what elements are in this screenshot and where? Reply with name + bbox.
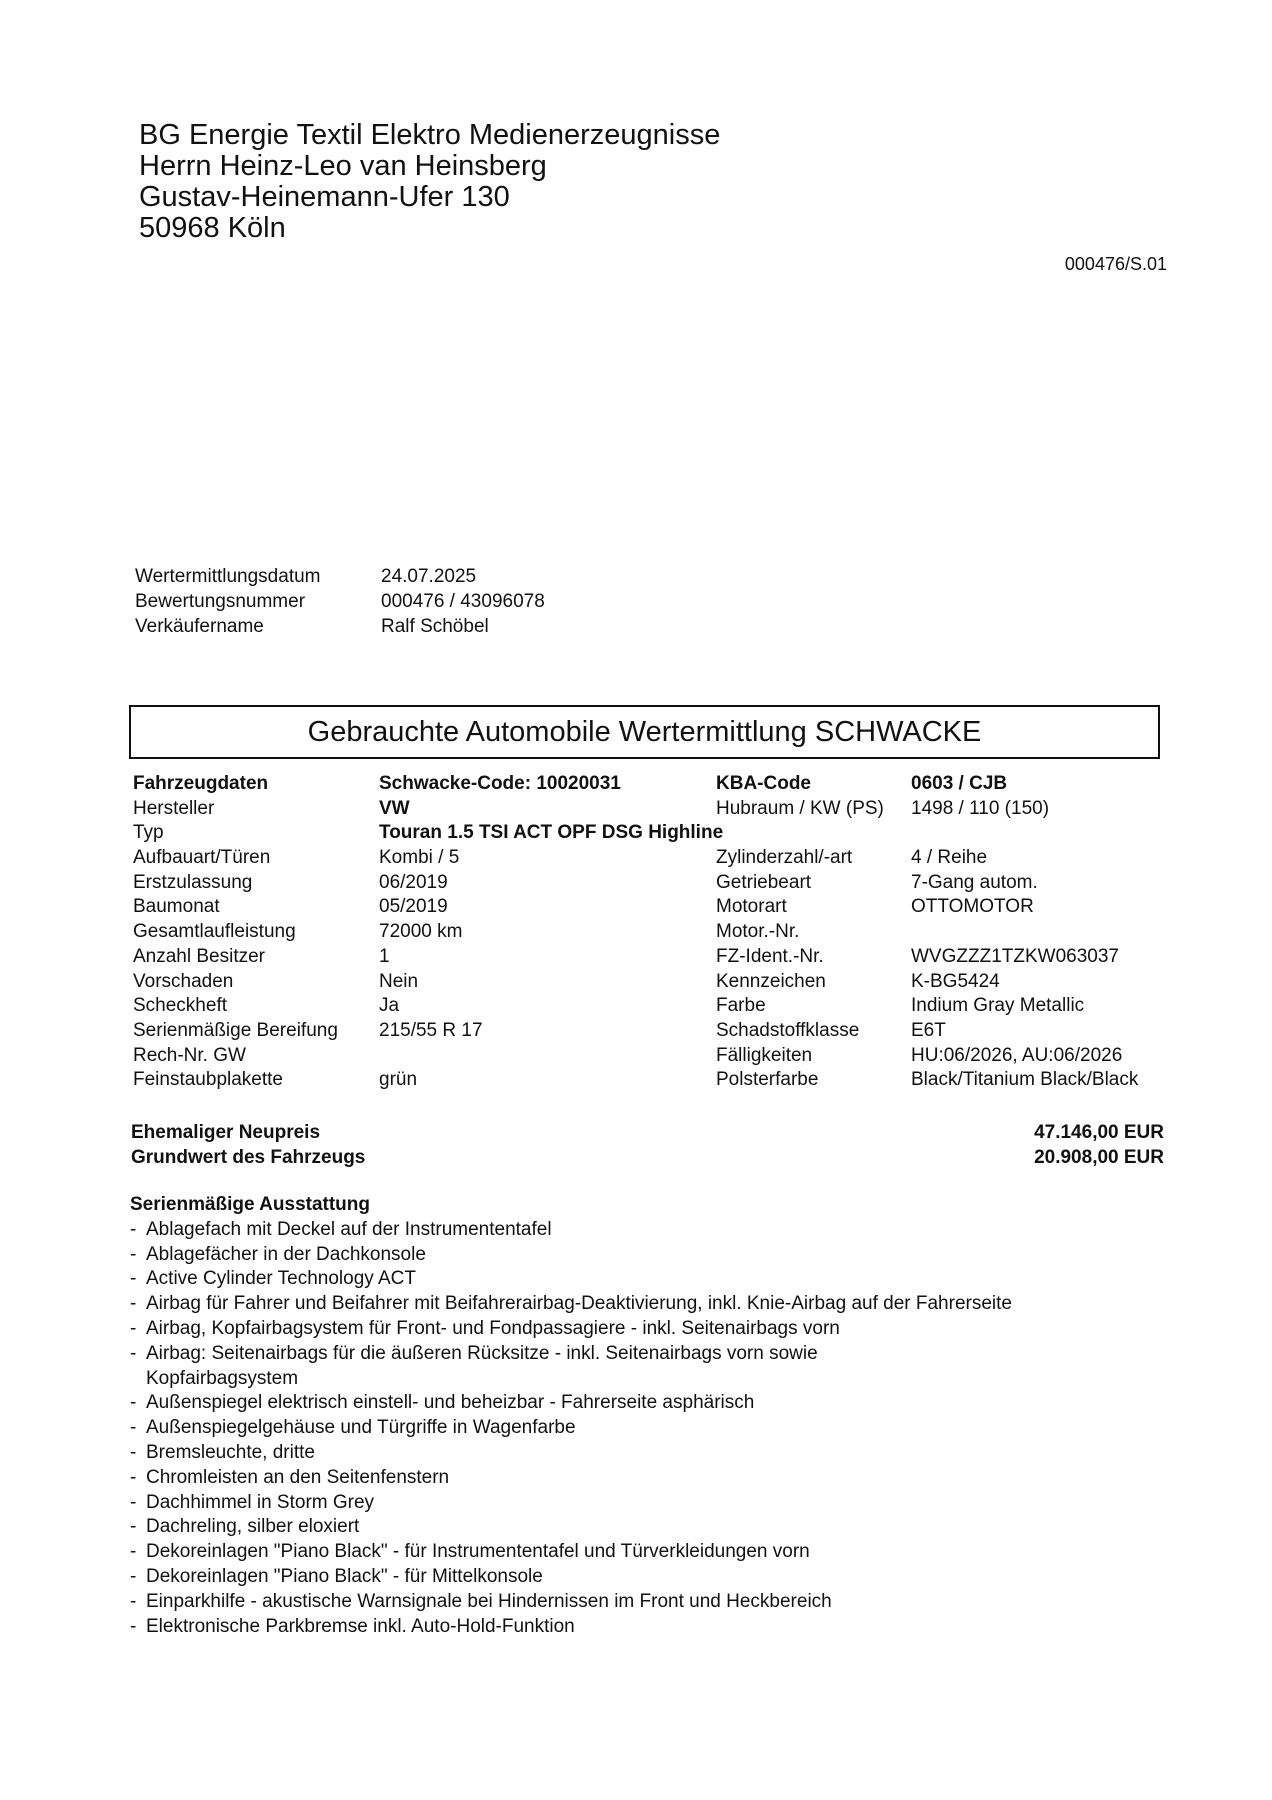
valuation-meta	[135, 564, 545, 639]
table-cell: Feinstaubplakette	[133, 1069, 283, 1091]
table-cell: Kombi / 5	[379, 847, 460, 869]
standard-equipment	[130, 1193, 1030, 1639]
list-item: - Dekoreinlagen "Piano Black" - für Instrumententafel und Türverkleidungen vorn	[130, 1541, 810, 1563]
table-cell	[911, 920, 1173, 945]
table-cell: OTTOMOTOR	[911, 896, 1034, 918]
table-cell: 4 / Reihe	[911, 847, 988, 869]
price-label: Ehemaliger Neupreis	[131, 1122, 321, 1143]
equipment-heading: Serienmäßige Ausstattung	[130, 1194, 371, 1215]
table-cell: Vorschaden	[133, 970, 234, 992]
meta-row	[135, 614, 545, 639]
table-cell: Motor.-Nr.	[716, 921, 800, 943]
table-cell: K-BG5424	[911, 970, 1000, 992]
table-cell: grün	[379, 1069, 418, 1091]
equipment-list	[130, 1218, 1030, 1640]
table-cell: 05/2019	[379, 896, 448, 918]
table-cell: Baumonat	[133, 896, 220, 918]
table-cell: Fälligkeiten	[716, 1044, 813, 1066]
recipient-street: Gustav-Heinemann-Ufer 130	[139, 181, 510, 213]
list-item: - Außenspiegel elektrisch einstell- und beheizbar - Fahrerseite asphärisch	[130, 1392, 755, 1414]
list-item: - Ablagefach mit Deckel auf der Instrumententafel	[130, 1218, 552, 1240]
list-item: - Dachhimmel in Storm Grey	[130, 1491, 375, 1513]
list-item: - Airbag: Seitenairbags für die äußeren Rücksitze - inkl. Seitenairbags vorn sowie Kopfairbagsystem	[130, 1342, 818, 1389]
table-row	[133, 871, 1173, 896]
table-cell: Kennzeichen	[716, 970, 826, 992]
table-row	[133, 797, 1173, 822]
table-cell: VW	[379, 797, 410, 819]
table-cell: Scheckheft	[133, 995, 227, 1017]
table-row	[133, 1068, 1173, 1093]
price-summary	[131, 1120, 1164, 1170]
price-value: 47.146,00 EUR	[1034, 1122, 1164, 1143]
table-cell: Farbe	[716, 995, 766, 1017]
table-cell	[379, 1044, 716, 1069]
meta-label: Wertermittlungsdatum	[135, 566, 321, 587]
table-cell: Nein	[379, 970, 419, 992]
table-cell: Schadstoffklasse	[716, 1019, 860, 1041]
table-cell: WVGZZZ1TZKW063037	[911, 945, 1119, 967]
table-cell: Polsterfarbe	[716, 1069, 819, 1091]
document-title: Gebrauchte Automobile Wertermittlung SCHWACKE	[129, 705, 1160, 759]
price-label: Grundwert des Fahrzeugs	[131, 1147, 366, 1168]
table-cell: 7-Gang autom.	[911, 871, 1038, 893]
price-value: 20.908,00 EUR	[1034, 1147, 1164, 1168]
recipient-company: BG Energie Textil Elektro Medienerzeugnisse	[139, 119, 721, 151]
list-item: - Außenspiegelgehäuse und Türgriffe in Wagenfarbe	[130, 1417, 576, 1439]
page-reference: 000476/S.01	[1064, 254, 1167, 274]
table-cell: Aufbauart/Türen	[133, 847, 271, 869]
table-row	[133, 920, 1173, 945]
table-cell: FZ-Ident.-Nr.	[716, 945, 824, 967]
table-row	[133, 945, 1173, 970]
list-item: - Bremsleuchte, dritte	[130, 1441, 315, 1463]
vehicle-data-table	[133, 772, 1173, 1093]
list-item: - Ablagefächer in der Dachkonsole	[130, 1243, 426, 1265]
list-item: - Active Cylinder Technology ACT	[130, 1268, 416, 1290]
table-row	[133, 970, 1173, 995]
vehicle-data-header	[133, 772, 1173, 797]
table-cell: Getriebeart	[716, 871, 812, 893]
list-item: - Dachreling, silber eloxiert	[130, 1516, 360, 1538]
price-row	[131, 1145, 1164, 1170]
list-item: - Dekoreinlagen "Piano Black" - für Mittelkonsole	[130, 1565, 543, 1587]
table-cell: Typ	[133, 822, 164, 844]
list-item: - Chromleisten an den Seitenfenstern	[130, 1466, 450, 1488]
table-row	[133, 1044, 1173, 1069]
table-cell: Anzahl Besitzer	[133, 945, 266, 967]
table-cell: 72000 km	[379, 921, 463, 943]
table-cell: HU:06/2026, AU:06/2026	[911, 1044, 1123, 1066]
header-cell: KBA-Code	[716, 773, 811, 794]
table-cell: 06/2019	[379, 871, 448, 893]
table-cell: 1	[379, 945, 390, 967]
list-item: - Airbag für Fahrer und Beifahrer mit Beifahrerairbag-Deaktivierung, inkl. Knie-Airbag auf der Fahrerseite	[130, 1293, 1012, 1315]
table-cell: Ja	[379, 995, 400, 1017]
table-cell: E6T	[911, 1019, 946, 1041]
recipient-city: 50968 Köln	[139, 212, 286, 244]
list-item: - Airbag, Kopfairbagsystem für Front- und Fondpassagiere - inkl. Seitenairbags vorn	[130, 1317, 840, 1339]
meta-label: Verkäufername	[135, 616, 264, 637]
header-cell: Schwacke-Code: 10020031	[379, 773, 621, 794]
table-cell: Hubraum / KW (PS)	[716, 797, 884, 819]
price-row	[131, 1120, 1164, 1145]
table-cell: Black/Titanium Black/Black	[911, 1069, 1139, 1091]
table-cell: Hersteller	[133, 797, 215, 819]
recipient-address	[139, 120, 720, 244]
recipient-name: Herrn Heinz-Leo van Heinsberg	[139, 150, 547, 182]
table-cell: Motorart	[716, 896, 787, 918]
meta-row	[135, 564, 545, 589]
header-cell: Fahrzeugdaten	[133, 773, 269, 794]
meta-value: 24.07.2025	[381, 566, 477, 587]
table-cell: Touran 1.5 TSI ACT OPF DSG Highline	[379, 822, 724, 844]
table-cell: Gesamtlaufleistung	[133, 921, 296, 943]
table-row	[133, 821, 1173, 846]
list-item: - Elektronische Parkbremse inkl. Auto-Hold-Funktion	[130, 1615, 575, 1637]
table-row	[133, 1019, 1173, 1044]
table-cell: 215/55 R 17	[379, 1019, 483, 1041]
header-cell: 0603 / CJB	[911, 773, 1008, 794]
table-cell: Rech-Nr. GW	[133, 1044, 246, 1066]
table-cell: 1498 / 110 (150)	[911, 797, 1050, 819]
list-item: - Einparkhilfe - akustische Warnsignale bei Hindernissen im Front und Heckbereich	[130, 1590, 832, 1612]
table-cell: Erstzulassung	[133, 871, 253, 893]
meta-value: 000476 / 43096078	[381, 591, 545, 612]
table-cell: Serienmäßige Bereifung	[133, 1019, 338, 1041]
meta-value: Ralf Schöbel	[381, 616, 489, 637]
table-cell: Zylinderzahl/-art	[716, 847, 853, 869]
table-row	[133, 846, 1173, 871]
table-cell: Indium Gray Metallic	[911, 995, 1085, 1017]
meta-row	[135, 589, 545, 614]
table-row	[133, 895, 1173, 920]
table-row	[133, 994, 1173, 1019]
meta-label: Bewertungsnummer	[135, 591, 306, 612]
